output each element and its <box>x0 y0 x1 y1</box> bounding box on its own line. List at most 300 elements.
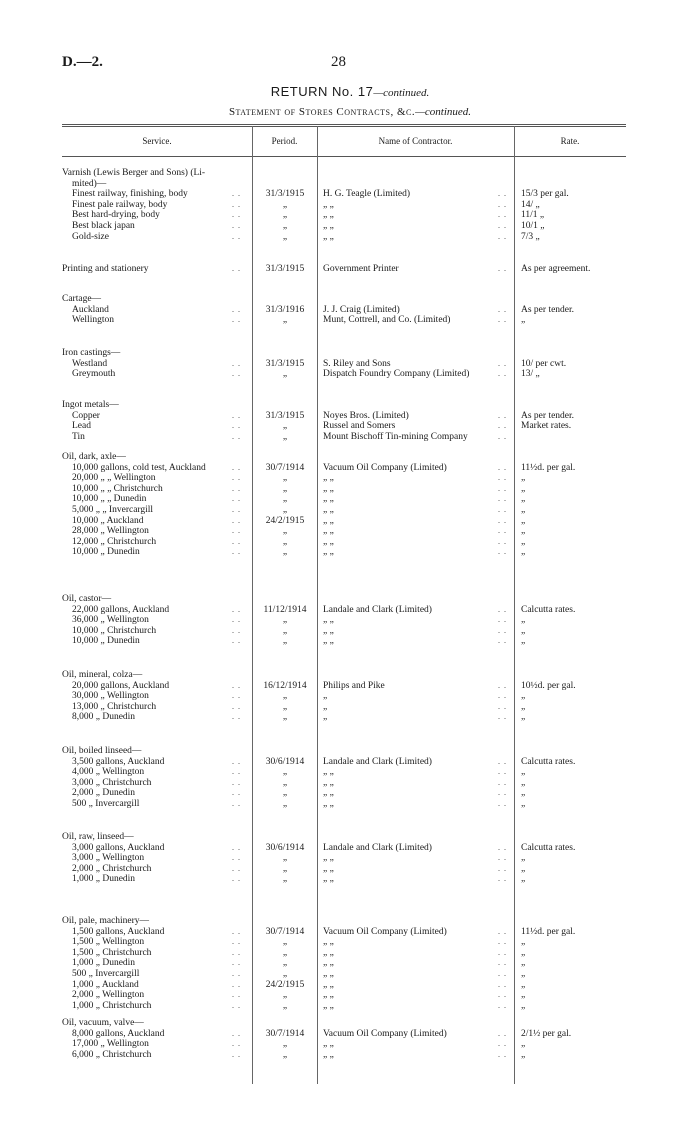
table-row <box>62 799 626 810</box>
contractor-cell: Dispatch Foundry Company (Limited) <box>323 369 470 380</box>
leader-dots: . . <box>498 264 507 273</box>
contractor-cell: „ „ <box>323 1000 334 1011</box>
table-row <box>62 948 626 959</box>
title-text: RETURN No. 17 <box>270 84 374 99</box>
period-cell: „ <box>282 231 288 242</box>
contractor-cell: Vacuum Oil Company (Limited) <box>323 462 447 473</box>
service-cell: Finest pale railway, body <box>72 199 168 210</box>
rate-cell: Calcutta rates. <box>521 604 576 615</box>
subtitle-suffix: —continued. <box>415 106 472 118</box>
table-row <box>62 969 626 980</box>
rate-cell: „ <box>521 494 526 505</box>
table-row <box>62 636 626 647</box>
table-row <box>62 980 626 991</box>
column-header-rate: Rate. <box>560 136 580 146</box>
page-number: 28 <box>331 54 346 70</box>
service-cell: Gold-size <box>72 231 109 242</box>
service-cell: Westland <box>72 358 108 369</box>
period-cell: „ <box>282 473 288 484</box>
column-header-period: Period. <box>271 136 298 146</box>
contractor-cell: „ „ <box>323 515 334 526</box>
period-cell: „ <box>282 636 288 647</box>
column-header-contractor: Name of Contractor. <box>378 136 453 146</box>
contractor-cell: Landale and Clark (Limited) <box>323 604 432 615</box>
rate-cell: „ <box>521 1000 526 1011</box>
table-row <box>62 516 626 527</box>
page-subtitle <box>0 106 700 118</box>
table-row <box>62 767 626 778</box>
contractor-cell: „ „ <box>323 483 334 494</box>
service-cell: 3,500 gallons, Auckland <box>72 756 165 767</box>
period-cell: „ <box>282 199 288 210</box>
table-row <box>62 305 626 316</box>
rate-cell: „ <box>521 874 526 885</box>
rate-cell: „ <box>521 937 526 948</box>
service-cell: Lead <box>72 421 91 432</box>
rate-cell: „ <box>521 615 526 626</box>
leader-dots: . . <box>232 1028 241 1038</box>
section-heading: Oil, castor— <box>62 594 112 604</box>
leader-dots: . . <box>498 199 507 209</box>
contractor-cell: „ „ <box>323 615 334 626</box>
leader-dots: . . <box>232 625 241 635</box>
table-row <box>62 473 626 484</box>
page-title <box>0 84 700 99</box>
leader-dots: . . <box>498 842 507 852</box>
title-suffix: —continued. <box>373 87 430 99</box>
leader-dots: . . <box>232 842 241 852</box>
rate-cell: „ <box>521 691 526 702</box>
leader-dots: . . <box>498 947 507 957</box>
service-cell: 10,000 „ „ Dunedin <box>72 494 147 505</box>
section-heading: Oil, vacuum, valve— <box>62 1018 144 1028</box>
table-row <box>62 505 626 516</box>
period-cell: „ <box>282 526 288 537</box>
service-cell: 6,000 „ Christchurch <box>72 1049 152 1060</box>
rate-cell: 11½d. per gal. <box>521 462 576 473</box>
table-row <box>62 605 626 616</box>
service-cell: 10,000 „ Christchurch <box>72 625 157 636</box>
section-heading: Ingot metals— <box>62 400 119 410</box>
contractor-cell: „ „ <box>323 636 334 647</box>
leader-dots: . . <box>232 494 241 504</box>
table-row <box>62 615 626 626</box>
leader-dots: . . <box>498 462 507 472</box>
leader-dots: . . <box>498 979 507 989</box>
contractor-cell: Noyes Bros. (Limited) <box>323 410 409 421</box>
table-row <box>62 221 626 232</box>
period-cell: 24/2/1915 <box>265 515 305 526</box>
contractor-cell: J. J. Craig (Limited) <box>323 304 400 315</box>
leader-dots: . . <box>498 937 507 947</box>
period-cell: „ <box>282 505 288 515</box>
period-cell: „ <box>282 990 288 1001</box>
period-cell: „ <box>282 874 288 885</box>
period-cell: „ <box>282 431 288 442</box>
rate-cell: „ <box>521 1039 526 1050</box>
rate-cell: 10/1 „ <box>521 221 545 231</box>
leader-dots: . . <box>232 505 241 514</box>
period-cell: „ <box>282 210 288 221</box>
leader-dots: . . <box>232 1049 241 1059</box>
period-cell: „ <box>282 691 288 702</box>
leader-dots: . . <box>232 979 241 989</box>
contractor-cell: S. Riley and Sons <box>323 358 391 369</box>
contractor-cell: „ „ <box>323 799 334 809</box>
table-row <box>62 1029 626 1040</box>
period-cell: „ <box>282 947 288 958</box>
table-row <box>62 411 626 422</box>
table-top-rule-double <box>62 126 626 127</box>
rate-cell: „ <box>521 505 526 515</box>
leader-dots: . . <box>232 1000 241 1010</box>
service-cell: 3,000 gallons, Auckland <box>72 842 165 853</box>
period-cell: 31/3/1915 <box>265 189 305 200</box>
leader-dots: . . <box>232 221 241 230</box>
table-row <box>62 853 626 864</box>
contractor-cell: Philips and Pike <box>323 680 385 691</box>
service-cell: 10,000 gallons, cold test, Auckland <box>72 462 206 473</box>
service-cell: 36,000 „ Wellington <box>72 615 149 626</box>
table-header-rule <box>62 156 626 157</box>
service-cell: 3,000 „ Christchurch <box>72 777 152 788</box>
service-cell: 2,000 „ Wellington <box>72 990 145 1001</box>
contractor-cell: Landale and Clark (Limited) <box>323 842 432 853</box>
document-id: D.—2. <box>62 54 103 70</box>
period-cell: 11/12/1914 <box>263 604 307 615</box>
leader-dots: . . <box>498 969 507 978</box>
leader-dots: . . <box>498 863 507 873</box>
leader-dots: . . <box>498 536 507 546</box>
service-cell: 8,000 gallons, Auckland <box>72 1028 165 1039</box>
contractor-cell: „ „ <box>323 947 334 958</box>
table-row <box>62 937 626 948</box>
contractor-cell: „ „ <box>323 526 334 537</box>
period-cell: „ <box>282 221 288 231</box>
service-cell: 13,000 „ Christchurch <box>72 701 157 712</box>
rate-cell: 15/3 per gal. <box>521 189 569 200</box>
rate-cell: Calcutta rates. <box>521 842 576 853</box>
rate-cell: 14/ „ <box>521 199 540 210</box>
rate-cell: „ <box>521 947 526 958</box>
service-cell: 10,000 „ Dunedin <box>72 547 140 558</box>
contractor-cell: Landale and Clark (Limited) <box>323 756 432 767</box>
leader-dots: . . <box>498 990 507 1000</box>
table-row <box>62 843 626 854</box>
leader-dots: . . <box>498 1039 507 1049</box>
rate-cell: „ <box>521 1049 526 1060</box>
period-cell: „ <box>282 937 288 948</box>
leader-dots: . . <box>232 990 241 1000</box>
contractor-cell: „ <box>323 701 328 712</box>
contractor-cell: „ „ <box>323 853 334 864</box>
period-cell: 16/12/1914 <box>263 680 307 691</box>
leader-dots: . . <box>498 189 507 199</box>
leader-dots: . . <box>498 874 507 884</box>
period-cell: 30/6/1914 <box>265 842 305 853</box>
rate-cell: „ <box>521 526 526 537</box>
contractor-cell: Russel and Somers <box>323 421 396 432</box>
leader-dots: . . <box>498 767 507 777</box>
leader-dots: . . <box>498 431 507 441</box>
rate-cell: „ <box>521 515 526 526</box>
leader-dots: . . <box>232 264 241 273</box>
table-row <box>62 1050 626 1061</box>
table-row <box>62 788 626 799</box>
service-cell: 3,000 „ Wellington <box>72 853 145 864</box>
section-heading: Varnish (Lewis Berger and Sons) (Li- <box>62 168 206 178</box>
contractor-cell: „ „ <box>323 958 334 969</box>
leader-dots: . . <box>232 315 241 325</box>
section-heading: Oil, pale, machinery— <box>62 916 150 926</box>
leader-dots: . . <box>498 788 507 798</box>
leader-dots: . . <box>498 515 507 525</box>
contractor-cell: „ „ <box>323 1039 334 1050</box>
leader-dots: . . <box>232 874 241 884</box>
leader-dots: . . <box>498 636 507 646</box>
contractor-cell: Government Printer <box>323 264 399 274</box>
leader-dots: . . <box>232 421 241 431</box>
table-row <box>62 315 626 326</box>
service-cell: 8,000 „ Dunedin <box>72 712 136 723</box>
contractor-cell: „ „ <box>323 990 334 1001</box>
contractor-cell: „ „ <box>323 937 334 948</box>
rate-cell: „ <box>521 767 526 778</box>
section-heading: Oil, raw, linseed— <box>62 832 134 842</box>
contractor-cell: Vacuum Oil Company (Limited) <box>323 1028 447 1039</box>
table-row <box>62 712 626 723</box>
service-cell: 20,000 „ „ Wellington <box>72 473 156 484</box>
period-cell: „ <box>282 615 288 626</box>
table-row <box>62 210 626 221</box>
period-cell: „ <box>282 625 288 636</box>
rate-cell: As per tender. <box>521 410 575 421</box>
period-cell: „ <box>282 483 288 494</box>
period-cell: 30/7/1914 <box>265 926 305 937</box>
leader-dots: . . <box>232 358 241 368</box>
leader-dots: . . <box>232 615 241 625</box>
leader-dots: . . <box>232 680 241 690</box>
contractor-cell: „ „ <box>323 221 334 231</box>
table-row <box>62 463 626 474</box>
contractor-cell: „ „ <box>323 494 334 505</box>
table-row <box>62 537 626 548</box>
leader-dots: . . <box>232 199 241 209</box>
leader-dots: . . <box>232 767 241 777</box>
leader-dots: . . <box>232 231 241 241</box>
leader-dots: . . <box>498 604 507 614</box>
contractor-cell: „ „ <box>323 625 334 636</box>
leader-dots: . . <box>232 1039 241 1049</box>
service-cell: 12,000 „ Christchurch <box>72 536 157 547</box>
section-heading: Cartage— <box>62 294 102 304</box>
service-cell: 22,000 gallons, Auckland <box>72 604 170 615</box>
service-cell: Copper <box>72 410 100 421</box>
rate-cell: As per tender. <box>521 304 575 315</box>
leader-dots: . . <box>232 483 241 493</box>
leader-dots: . . <box>498 756 507 766</box>
leader-dots: . . <box>232 691 241 701</box>
leader-dots: . . <box>498 505 507 514</box>
leader-dots: . . <box>232 304 241 314</box>
rate-cell: As per agreement. <box>521 264 591 274</box>
rate-cell: „ <box>521 473 526 484</box>
table-row <box>62 526 626 537</box>
table-row <box>62 1001 626 1012</box>
contractor-cell: „ „ <box>323 536 334 547</box>
service-cell: Best black japan <box>72 221 135 231</box>
service-cell: Wellington <box>72 315 114 326</box>
rate-cell: „ <box>521 979 526 990</box>
leader-dots: . . <box>232 937 241 947</box>
period-cell: „ <box>282 315 288 326</box>
period-cell: 30/7/1914 <box>265 462 305 473</box>
rate-cell: 11½d. per gal. <box>521 926 576 937</box>
section-heading: Oil, mineral, colza— <box>62 670 143 680</box>
leader-dots: . . <box>232 788 241 798</box>
contractor-cell: „ „ <box>323 505 334 515</box>
leader-dots: . . <box>498 304 507 314</box>
leader-dots: . . <box>232 473 241 483</box>
leader-dots: . . <box>498 221 507 230</box>
leader-dots: . . <box>232 777 241 787</box>
period-cell: 30/6/1914 <box>265 756 305 767</box>
leader-dots: . . <box>498 1049 507 1059</box>
contractor-cell: „ „ <box>323 788 334 799</box>
rate-cell: „ <box>521 712 526 723</box>
contractor-cell: „ „ <box>323 210 334 221</box>
service-cell: 4,000 „ Wellington <box>72 767 145 778</box>
service-cell: 1,500 „ Wellington <box>72 937 145 948</box>
period-cell: „ <box>282 777 288 788</box>
service-cell: 1,000 „ Dunedin <box>72 874 136 885</box>
period-cell: „ <box>282 1039 288 1050</box>
period-cell: „ <box>282 536 288 547</box>
period-cell: „ <box>282 958 288 969</box>
contractor-cell: „ „ <box>323 199 334 210</box>
leader-dots: . . <box>232 536 241 546</box>
table-row <box>62 432 626 443</box>
leader-dots: . . <box>498 526 507 536</box>
section-heading: Oil, dark, axle— <box>62 452 126 462</box>
service-cell: Tin <box>72 431 85 442</box>
rate-cell: „ <box>521 990 526 1001</box>
table-row <box>62 958 626 969</box>
leader-dots: . . <box>498 1028 507 1038</box>
contractor-cell: „ <box>323 712 328 723</box>
leader-dots: . . <box>498 315 507 325</box>
section-heading: Oil, boiled linseed— <box>62 746 142 756</box>
contractor-cell: „ „ <box>323 863 334 874</box>
period-cell: „ <box>282 788 288 799</box>
leader-dots: . . <box>232 369 241 379</box>
contractor-cell: „ „ <box>323 767 334 778</box>
contractor-cell: „ „ <box>323 979 334 990</box>
leader-dots: . . <box>498 410 507 420</box>
service-cell: 30,000 „ Wellington <box>72 691 149 702</box>
contractor-cell: „ „ <box>323 231 334 242</box>
section-heading: mited)— <box>72 178 107 189</box>
contractor-cell: „ „ <box>323 547 334 558</box>
rate-cell: „ <box>521 315 526 326</box>
table-row <box>62 681 626 692</box>
rate-cell: „ <box>521 958 526 969</box>
rate-cell: „ <box>521 853 526 864</box>
table-row <box>62 547 626 558</box>
service-cell: 1,000 „ Christchurch <box>72 1000 152 1011</box>
section-heading: Iron castings— <box>62 348 121 358</box>
table-row <box>62 200 626 211</box>
period-cell: 31/3/1916 <box>265 304 305 315</box>
service-cell: 5,000 „ „ Invercargill <box>72 505 154 515</box>
rate-cell: „ <box>521 483 526 494</box>
service-cell: 10,000 „ Dunedin <box>72 636 140 647</box>
rate-cell: „ <box>521 536 526 547</box>
table-row <box>62 864 626 875</box>
table-row <box>62 927 626 938</box>
rate-cell: „ <box>521 788 526 799</box>
leader-dots: . . <box>498 701 507 711</box>
leader-dots: . . <box>498 712 507 722</box>
service-cell: 28,000 „ Wellington <box>72 526 149 537</box>
leader-dots: . . <box>498 926 507 936</box>
rate-cell: 7/3 „ <box>521 231 540 242</box>
service-cell: Finest railway, finishing, body <box>72 189 188 200</box>
period-cell: 31/3/1915 <box>265 410 305 421</box>
contractor-cell: „ „ <box>323 473 334 484</box>
table-row <box>62 359 626 370</box>
period-cell: „ <box>282 1049 288 1060</box>
table-row <box>62 874 626 885</box>
service-cell: 20,000 gallons, Auckland <box>72 680 170 691</box>
service-cell: 17,000 „ Wellington <box>72 1039 149 1050</box>
stores-contracts-table <box>62 124 626 1084</box>
service-cell: 1,000 „ Dunedin <box>72 958 136 969</box>
contractor-cell: „ „ <box>323 874 334 885</box>
leader-dots: . . <box>232 526 241 536</box>
service-cell: Best hard-drying, body <box>72 210 160 221</box>
leader-dots: . . <box>498 369 507 379</box>
leader-dots: . . <box>232 958 241 968</box>
period-cell: „ <box>282 863 288 874</box>
table-row <box>62 369 626 380</box>
service-cell: 2,000 „ Dunedin <box>72 788 136 799</box>
table-row <box>62 1039 626 1050</box>
leader-dots: . . <box>232 462 241 472</box>
table-row <box>62 691 626 702</box>
leader-dots: . . <box>232 926 241 936</box>
period-cell: „ <box>282 547 288 558</box>
leader-dots: . . <box>232 547 241 557</box>
rate-cell: „ <box>521 969 526 979</box>
service-cell: Greymouth <box>72 369 116 380</box>
leader-dots: . . <box>498 615 507 625</box>
leader-dots: . . <box>498 358 507 368</box>
service-cell: 2,000 „ Christchurch <box>72 863 152 874</box>
rate-cell: Calcutta rates. <box>521 756 576 767</box>
table-row <box>62 990 626 1001</box>
leader-dots: . . <box>232 189 241 199</box>
period-cell: „ <box>282 369 288 380</box>
leader-dots: . . <box>498 853 507 863</box>
period-cell: „ <box>282 969 288 979</box>
leader-dots: . . <box>498 483 507 493</box>
leader-dots: . . <box>498 494 507 504</box>
rate-cell: Market rates. <box>521 421 572 432</box>
period-cell: „ <box>282 494 288 505</box>
leader-dots: . . <box>498 625 507 635</box>
rate-cell: „ <box>521 547 526 558</box>
